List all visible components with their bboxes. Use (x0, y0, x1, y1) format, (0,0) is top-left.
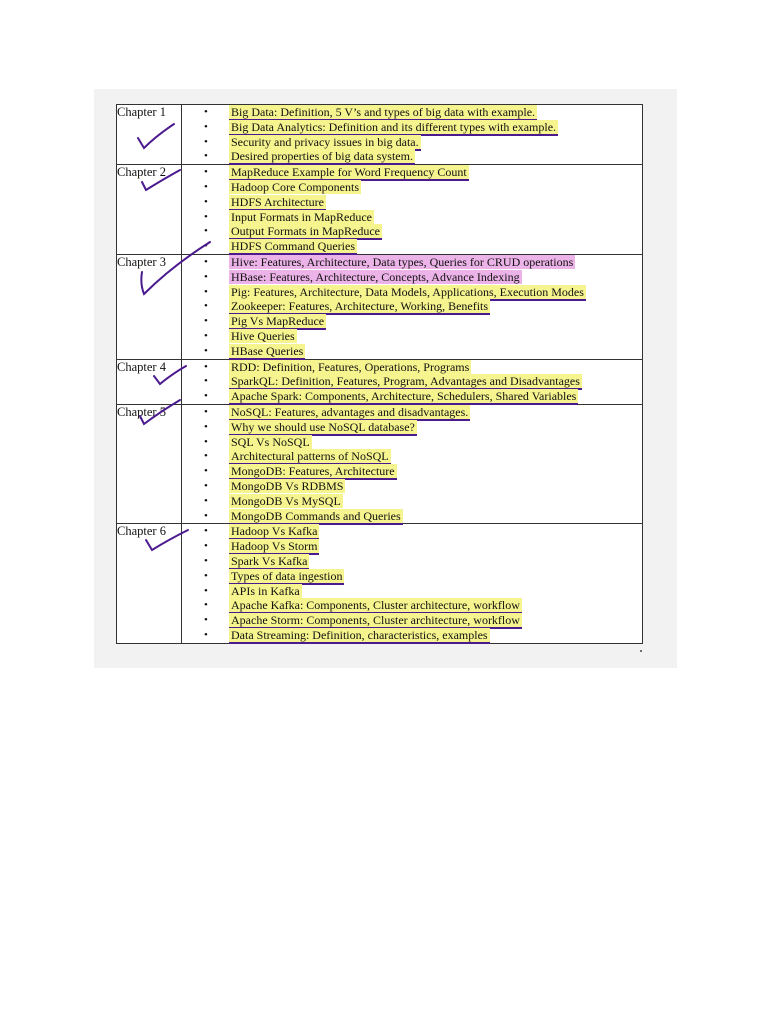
chapter-row (117, 165, 643, 255)
topic-text: Security and privacy issues in big data. (231, 134, 419, 149)
topic-list (182, 255, 642, 359)
topic-text: Apache Storm: Components, Cluster architecture, workflow (231, 613, 520, 628)
topic-item (182, 135, 642, 150)
topic-text: Hive: Features, Architecture, Data types, Queries for CRUD operations (231, 254, 574, 269)
chapter-label: Chapter 5 (117, 404, 182, 523)
stray-mark (640, 650, 642, 652)
topic-text: NoSQL: Features, advantages and disadvantages. (231, 404, 469, 419)
syllabus-table-body (117, 105, 643, 644)
topic-item (182, 539, 642, 554)
topic-item (182, 405, 642, 420)
topic-item (182, 314, 642, 329)
topic-item (182, 285, 642, 300)
topic-text: Input Formats in MapReduce (231, 209, 372, 224)
chapter-label: Chapter 2 (117, 165, 182, 255)
topic-text: Apache Kafka: Components, Cluster architecture, workflow (231, 598, 520, 613)
topic-item (182, 613, 642, 628)
chapter-topics (182, 254, 643, 359)
topic-item (182, 270, 642, 285)
chapter-label: Chapter 6 (117, 524, 182, 643)
topic-item (182, 584, 642, 599)
chapter-label: Chapter 4 (117, 359, 182, 404)
topic-text: Hadoop Vs Storm (231, 539, 318, 554)
chapter-topics (182, 404, 643, 523)
topic-text: MapReduce Example for Word Frequency Count (231, 165, 467, 180)
topic-item (182, 598, 642, 613)
chapter-topics (182, 165, 643, 255)
syllabus-table (116, 104, 643, 644)
topic-text: Spark Vs Kafka (231, 553, 308, 568)
topic-list (182, 360, 642, 404)
topic-text: Zookeeper: Features, Architecture, Working, Benefits (231, 299, 489, 314)
topic-text: Data Streaming: Definition, characteristics, examples (231, 627, 488, 642)
topic-item (182, 389, 642, 404)
topic-item (182, 569, 642, 584)
chapter-row (117, 524, 643, 643)
topic-text: MongoDB: Features, Architecture (231, 464, 395, 479)
topic-item (182, 509, 642, 524)
topic-text: SQL Vs NoSQL (231, 434, 310, 449)
topic-text: Architectural patterns of NoSQL (231, 449, 389, 464)
topic-item (182, 149, 642, 164)
topic-item (182, 449, 642, 464)
topic-item (182, 120, 642, 135)
topic-text: RDD: Definition, Features, Operations, Programs (231, 359, 470, 374)
topic-text: Hadoop Core Components (231, 179, 359, 194)
topic-text: MongoDB Vs RDBMS (231, 478, 344, 493)
topic-item (182, 344, 642, 359)
topic-item (182, 255, 642, 270)
topic-item (182, 329, 642, 344)
topic-item (182, 195, 642, 210)
chapter-topics (182, 524, 643, 643)
topic-list (182, 105, 642, 164)
chapter-row (117, 105, 643, 165)
topic-item (182, 224, 642, 239)
topic-item (182, 374, 642, 389)
topic-text: Why we should use NoSQL database? (231, 419, 415, 434)
topic-text: Types of data ingestion (231, 568, 343, 583)
topic-text: Hive Queries (231, 328, 295, 343)
topic-text: Big Data Analytics: Definition and its different types with example. (231, 119, 557, 134)
topic-item (182, 494, 642, 509)
topic-item (182, 105, 642, 120)
topic-list (182, 165, 642, 254)
topic-item (182, 524, 642, 539)
topic-text: MongoDB Commands and Queries (231, 508, 401, 523)
topic-text: Apache Spark: Components, Architecture, Schedulers, Shared Variables (231, 389, 577, 404)
topic-item (182, 299, 642, 314)
topic-item (182, 239, 642, 254)
chapter-topics (182, 359, 643, 404)
topic-text: Big Data: Definition, 5 V’s and types of big data with example. (231, 105, 536, 119)
topic-item (182, 464, 642, 479)
topic-text: Output Formats in MapReduce (231, 224, 380, 239)
chapter-topics (182, 105, 643, 165)
chapter-label: Chapter 1 (117, 105, 182, 165)
topic-text: HDFS Command Queries (231, 239, 355, 254)
topic-text: HDFS Architecture (231, 194, 324, 209)
topic-item (182, 479, 642, 494)
topic-item (182, 165, 642, 180)
topic-item (182, 180, 642, 195)
topic-item (182, 628, 642, 643)
topic-item (182, 360, 642, 375)
topic-item (182, 554, 642, 569)
topic-text: HBase: Features, Architecture, Concepts, Advance Indexing (231, 269, 520, 284)
topic-text: Desired properties of big data system. (231, 149, 413, 164)
topic-list (182, 524, 642, 642)
chapter-row (117, 254, 643, 359)
topic-item (182, 420, 642, 435)
topic-list (182, 405, 642, 523)
topic-text: MongoDB Vs MySQL (231, 493, 341, 508)
topic-item (182, 210, 642, 225)
topic-text: APIs in Kafka (231, 583, 300, 598)
topic-text: Pig: Features, Architecture, Data Models, Applications, Execution Modes (231, 284, 584, 299)
chapter-row (117, 359, 643, 404)
topic-text: SparkQL: Definition, Features, Program, Advantages and Disadvantages (231, 374, 580, 389)
topic-text: Hadoop Vs Kafka (231, 524, 318, 539)
topic-text: Pig Vs MapReduce (231, 314, 325, 329)
topic-item (182, 435, 642, 450)
chapter-row (117, 404, 643, 523)
topic-text: HBase Queries (231, 343, 304, 358)
chapter-label: Chapter 3 (117, 254, 182, 359)
